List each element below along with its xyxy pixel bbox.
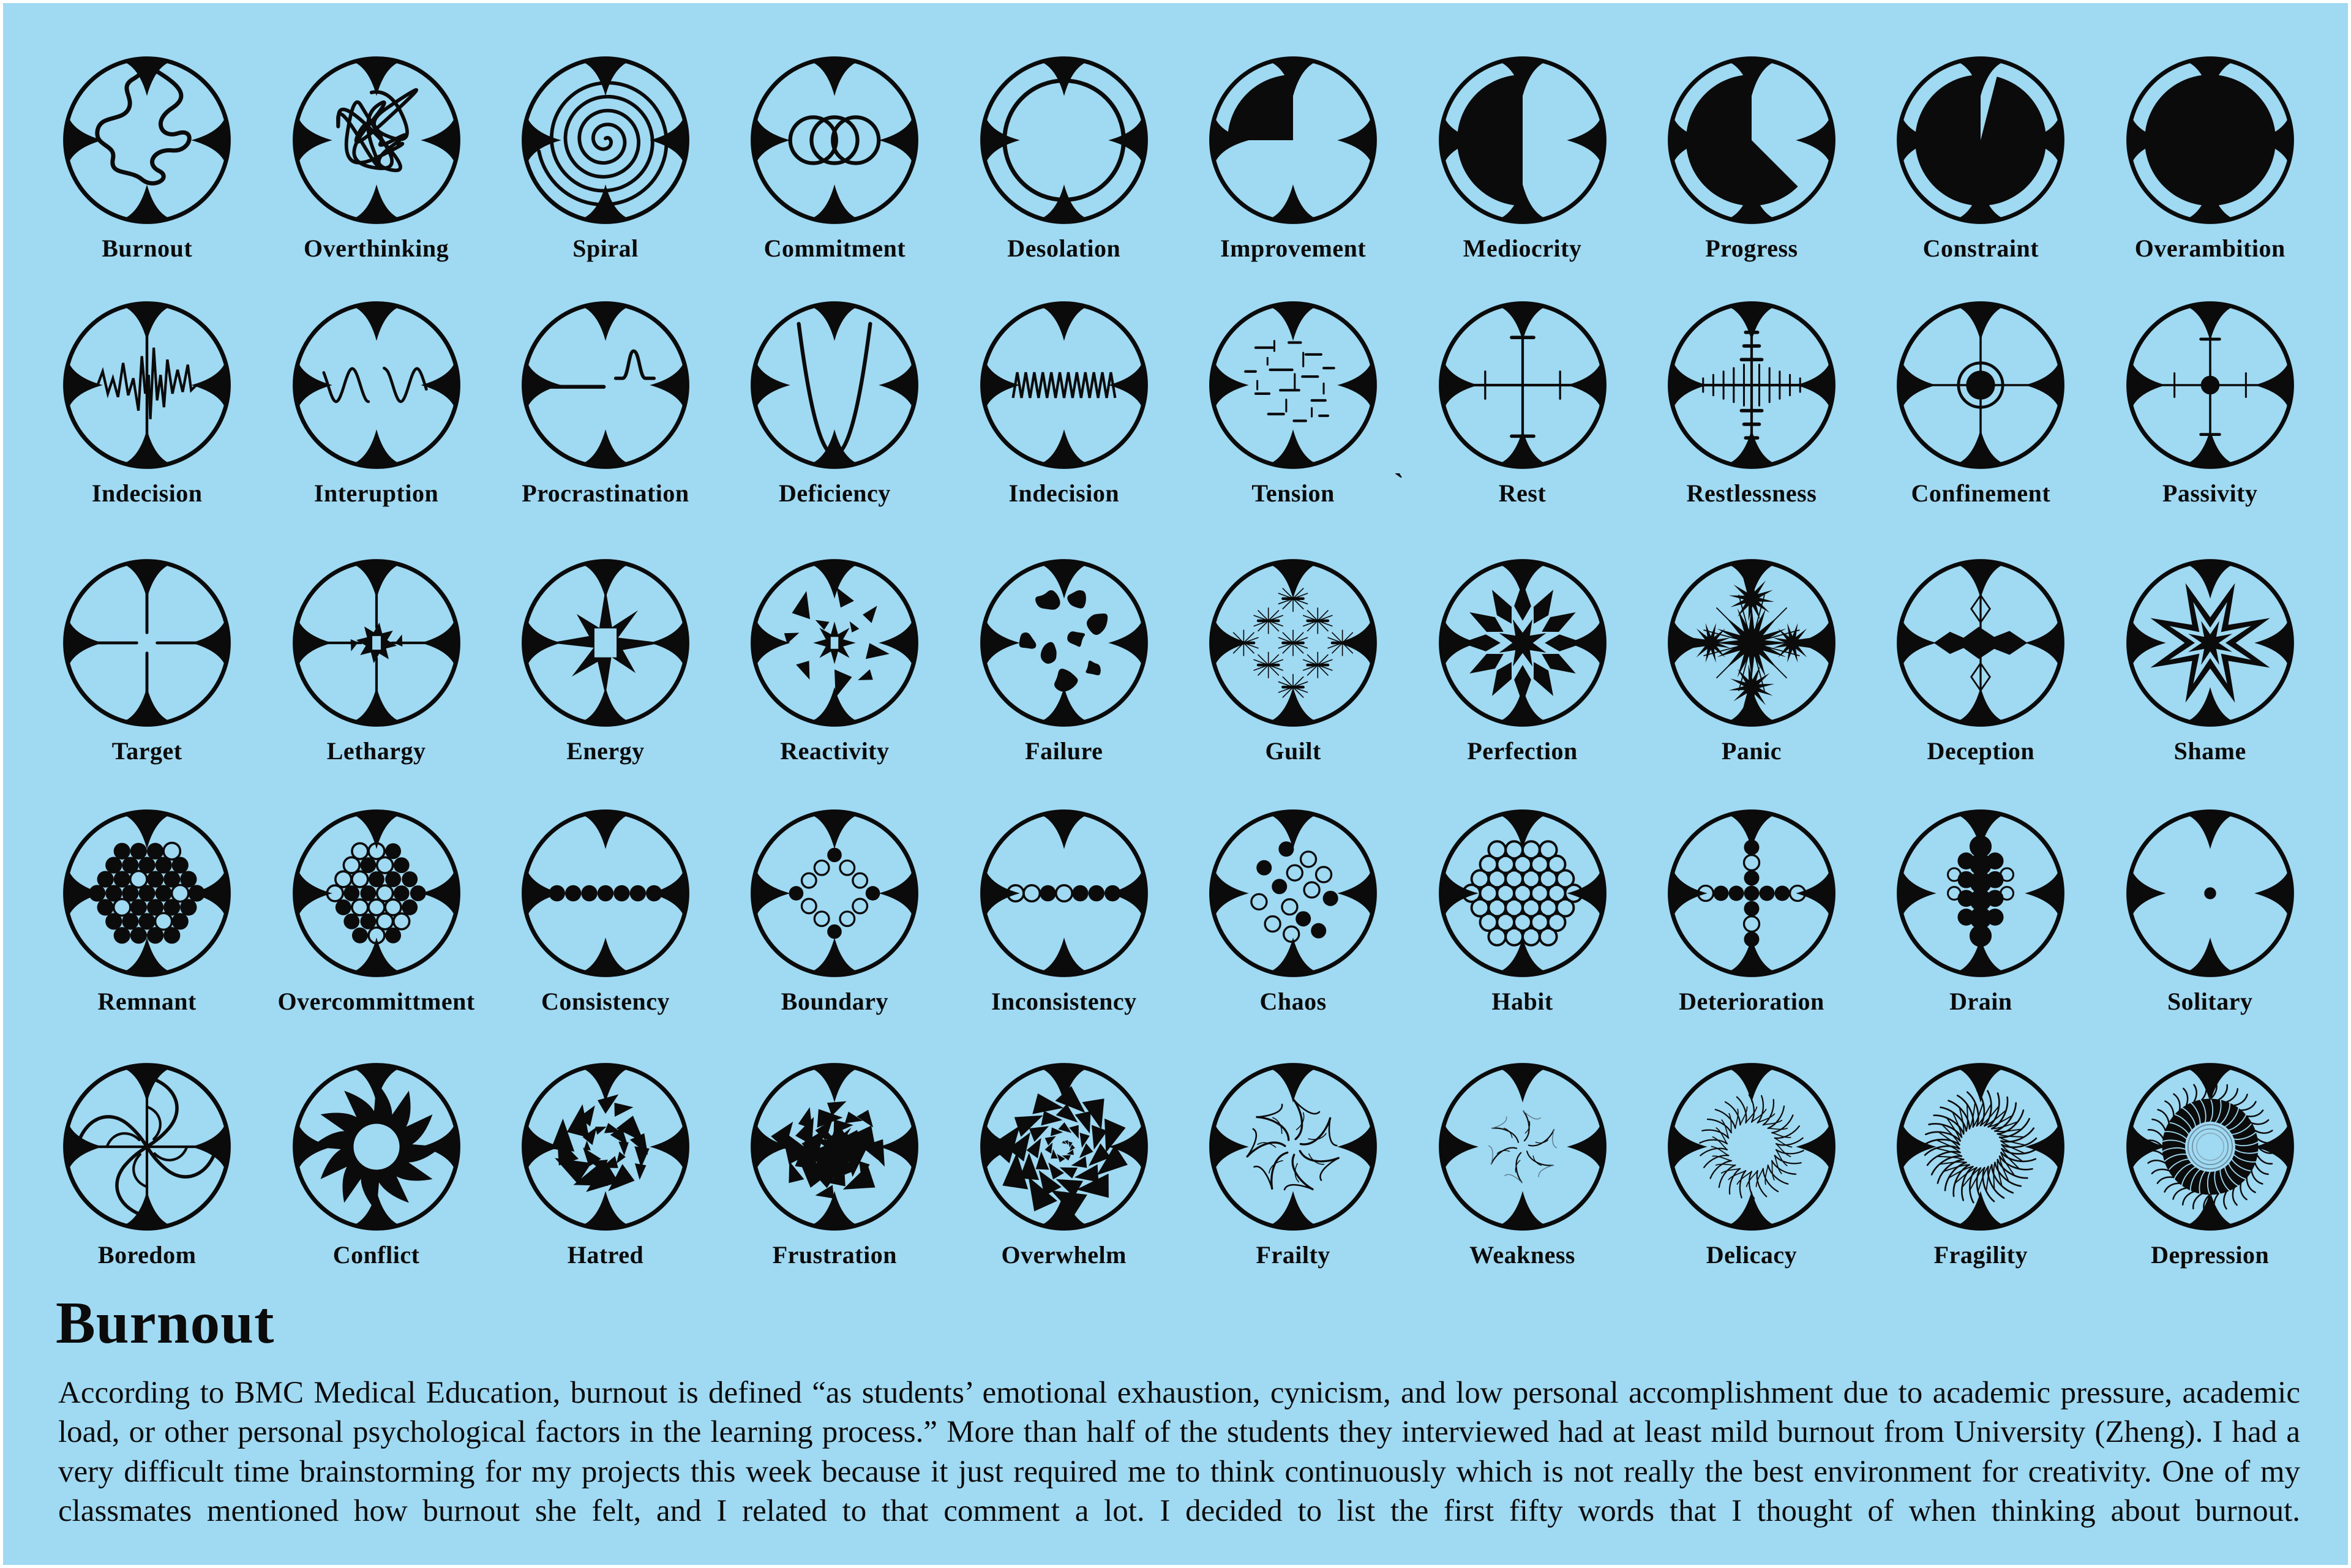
symbol-cell bbox=[720, 300, 949, 508]
symbol-cell bbox=[720, 808, 949, 1016]
symbol-cell bbox=[950, 558, 1179, 765]
symbol-label: Deterioration bbox=[1679, 988, 1824, 1015]
symbol-cell bbox=[1179, 1062, 1408, 1269]
symbol-cell bbox=[1637, 1062, 1866, 1269]
symbol-cell bbox=[950, 55, 1179, 263]
symbol-label: Mediocrity bbox=[1463, 234, 1582, 262]
symbol-row bbox=[32, 558, 2325, 765]
dot-row-icon bbox=[520, 808, 691, 978]
symbol-cell bbox=[491, 1062, 720, 1269]
symbol-label: Boundary bbox=[781, 988, 888, 1015]
symbol-cell bbox=[2096, 558, 2325, 765]
symbol-label: Hatred bbox=[567, 1241, 644, 1269]
symbol-label: Boredom bbox=[97, 1241, 197, 1269]
shattered-core-icon bbox=[749, 558, 920, 728]
symbol-label: Perfection bbox=[1467, 737, 1578, 765]
symbol-cell bbox=[2096, 55, 2325, 263]
symbol-label: Restlessness bbox=[1686, 479, 1817, 507]
symbol-label: Fragility bbox=[1933, 1241, 2028, 1269]
symbol-cell bbox=[32, 55, 261, 263]
symbol-cell bbox=[491, 55, 720, 263]
symbol-cell bbox=[32, 300, 261, 508]
symbol-cell bbox=[1866, 55, 2095, 263]
symbol-cell bbox=[720, 558, 949, 765]
symbol-label: Desolation bbox=[1007, 234, 1121, 262]
symbol-label: Inconsistency bbox=[991, 988, 1137, 1015]
feathered-ring-icon bbox=[2125, 1062, 2295, 1232]
symbol-label: Consistency bbox=[541, 988, 670, 1015]
spiky-bowtie-icon bbox=[1895, 558, 2066, 728]
symbol-label: Deception bbox=[1927, 737, 2035, 765]
page-title: Burnout bbox=[56, 1290, 275, 1356]
symbol-label: Drain bbox=[1949, 988, 2012, 1015]
curl-pinwheel-icon bbox=[62, 1062, 232, 1232]
symbol-cell bbox=[261, 55, 490, 263]
symbol-cell bbox=[261, 300, 490, 508]
symbol-label: Habit bbox=[1491, 988, 1553, 1015]
dot-diamond-icon bbox=[749, 808, 920, 978]
symbol-cell bbox=[1866, 558, 2095, 765]
symbol-cell bbox=[491, 808, 720, 1016]
symbol-label: Rest bbox=[1498, 479, 1547, 507]
dot-hex-mixed-icon bbox=[291, 808, 462, 978]
symbol-cell bbox=[720, 55, 949, 263]
symbol-cell bbox=[491, 558, 720, 765]
symbol-cell bbox=[2096, 1062, 2325, 1269]
body-paragraph: According to BMC Medical Education, burnout is defined “as students’ emotional exhaustion, cynicism, and low personal accomplishment due to academic pressure, academic load, or other personal psychological factors in the learning process.” More than half of the students they interviewed had at least mild burnout from University (Zheng). I had a very difficult time brainstorming for my projects this week because it just required me to think continuously which is not really the best environment for creativity. One of my classmates mentioned how burnout she felt, and I related to that comment a lot. I decided to list the first fifty words that I thought of when thinking about burnout. bbox=[58, 1376, 2300, 1528]
symbol-label: Burnout bbox=[102, 234, 193, 262]
symbol-label: Overambition bbox=[2134, 234, 2285, 262]
spiral-icon bbox=[520, 55, 691, 225]
cross-gap-icon bbox=[62, 558, 232, 728]
squiggle-line-icon bbox=[62, 55, 232, 225]
dot-column-cluster-icon bbox=[1895, 808, 2066, 978]
symbol-label: Indecision bbox=[91, 479, 203, 507]
symbol-label: Solitary bbox=[2167, 988, 2253, 1015]
wisp-arms-icon bbox=[1208, 1062, 1378, 1232]
empty-ring-icon bbox=[979, 55, 1149, 225]
symbol-cell bbox=[1637, 558, 1866, 765]
symbol-cell bbox=[1408, 558, 1637, 765]
deep-valley-icon bbox=[749, 300, 920, 470]
stray-backtick: ` bbox=[1394, 468, 1404, 500]
pie-96-icon bbox=[1895, 55, 2066, 225]
symbol-label: Chaos bbox=[1259, 988, 1327, 1015]
pie-100-icon bbox=[2125, 55, 2295, 225]
symbol-label: Conflict bbox=[332, 1241, 420, 1269]
symbol-label: Delicacy bbox=[1706, 1241, 1798, 1269]
barb-ring-icon bbox=[1895, 1062, 2066, 1232]
symbol-cell bbox=[261, 558, 490, 765]
symbol-label: Spiral bbox=[572, 234, 639, 262]
symbol-cell bbox=[2096, 808, 2325, 1016]
symbol-label: Weakness bbox=[1469, 1241, 1575, 1269]
flatline-bump-icon bbox=[520, 300, 691, 470]
symbol-label: Tension bbox=[1251, 479, 1335, 507]
pie-63-icon bbox=[1667, 55, 1837, 225]
symbol-label: Overwhelm bbox=[1001, 1241, 1127, 1269]
crosshair-dot-icon bbox=[2125, 300, 2295, 470]
symbol-cell bbox=[32, 558, 261, 765]
symbol-label: Failure bbox=[1025, 737, 1103, 765]
symbol-cell bbox=[1179, 808, 1408, 1016]
symbol-row bbox=[32, 55, 2325, 263]
symbol-label: Overthinking bbox=[304, 234, 449, 262]
symbol-cell bbox=[1408, 300, 1637, 508]
cross-jagged-core-icon bbox=[291, 558, 462, 728]
symbol-cell bbox=[491, 300, 720, 508]
crosshair-ticks-icon bbox=[1438, 300, 1608, 470]
asterisk-lattice-icon bbox=[1208, 558, 1378, 728]
symbol-label: Overcommittment bbox=[277, 988, 475, 1015]
symbol-label: Constraint bbox=[1922, 234, 2039, 262]
star-cluster-icon bbox=[1667, 558, 1837, 728]
dot-cluster-filled-icon bbox=[62, 808, 232, 978]
layered-star-12-icon bbox=[1438, 558, 1608, 728]
layered-star-8-icon bbox=[2125, 558, 2295, 728]
symbol-row bbox=[32, 808, 2325, 1016]
sine-wave-gap-icon bbox=[291, 300, 462, 470]
symbol-cell bbox=[950, 1062, 1179, 1269]
symbol-row bbox=[32, 300, 2325, 508]
symbol-cell bbox=[1866, 1062, 2095, 1269]
symbol-label: Shame bbox=[2173, 737, 2246, 765]
crosshair-ring-dot-icon bbox=[1895, 300, 2066, 470]
symbol-label: Panic bbox=[1721, 737, 1782, 765]
shard-vortex-icon bbox=[979, 1062, 1149, 1232]
symbol-cell bbox=[1179, 558, 1408, 765]
shard-mass-icon bbox=[749, 1062, 920, 1232]
symbol-label: Confinement bbox=[1911, 479, 2051, 507]
fine-barb-ring-icon bbox=[1667, 1062, 1837, 1232]
symbol-label: Lethargy bbox=[326, 737, 426, 765]
symbol-cell bbox=[261, 1062, 490, 1269]
symbol-label: Commitment bbox=[763, 234, 906, 262]
symbol-cell bbox=[32, 808, 261, 1016]
symbol-label: Frustration bbox=[772, 1241, 897, 1269]
seismograph-icon bbox=[62, 300, 232, 470]
dense-reticle-icon bbox=[1667, 300, 1837, 470]
symbol-label: Guilt bbox=[1265, 737, 1321, 765]
linked-rings-icon bbox=[749, 55, 920, 225]
dot-scatter-icon bbox=[1208, 808, 1378, 978]
symbol-label: Target bbox=[111, 737, 182, 765]
symbol-label: Remnant bbox=[97, 988, 197, 1015]
symbol-cell bbox=[1866, 300, 2095, 508]
shard-swirl-icon bbox=[520, 1062, 691, 1232]
single-dot-icon bbox=[2125, 808, 2295, 978]
scattered-dashes-icon bbox=[1208, 300, 1378, 470]
zigzag-wave-icon bbox=[979, 300, 1149, 470]
symbol-label: Progress bbox=[1705, 234, 1798, 262]
symbol-cell bbox=[1637, 808, 1866, 1016]
pie-50-icon bbox=[1438, 55, 1608, 225]
symbol-cell bbox=[1408, 808, 1637, 1016]
symbol-cell bbox=[1179, 300, 1408, 508]
symbol-cell bbox=[720, 1062, 949, 1269]
jagged-pinwheel-icon bbox=[520, 558, 691, 728]
symbol-row bbox=[32, 1062, 2325, 1269]
dot-cross-icon bbox=[1667, 808, 1837, 978]
symbol-label: Indecision bbox=[1008, 479, 1120, 507]
symbol-cell bbox=[1408, 1062, 1637, 1269]
symbol-label: Passivity bbox=[2162, 479, 2258, 507]
dot-hex-outline-icon bbox=[1438, 808, 1608, 978]
symbol-label: Depression bbox=[2151, 1241, 2270, 1269]
symbol-label: Frailty bbox=[1256, 1241, 1330, 1269]
symbol-cell bbox=[950, 808, 1179, 1016]
symbol-cell bbox=[1637, 55, 1866, 263]
symbol-label: Improvement bbox=[1220, 234, 1367, 262]
saw-swirl-icon bbox=[291, 1062, 462, 1232]
pie-25-icon bbox=[1208, 55, 1378, 225]
dot-row-mixed-icon bbox=[979, 808, 1149, 978]
symbol-cell bbox=[1408, 55, 1637, 263]
symbol-label: Energy bbox=[566, 737, 645, 765]
symbol-cell bbox=[261, 808, 490, 1016]
symbol-cell bbox=[1179, 55, 1408, 263]
symbol-cell bbox=[2096, 300, 2325, 508]
ink-blobs-icon bbox=[979, 558, 1149, 728]
symbol-cell bbox=[32, 1062, 261, 1269]
symbol-cell bbox=[950, 300, 1179, 508]
faint-wisps-icon bbox=[1438, 1062, 1608, 1232]
scribble-tangle-icon bbox=[291, 55, 462, 225]
symbol-label: Deficiency bbox=[779, 479, 891, 507]
symbol-label: Procrastination bbox=[522, 479, 689, 507]
symbol-cell bbox=[1637, 300, 1866, 508]
symbol-cell bbox=[1866, 808, 2095, 1016]
symbol-label: Interuption bbox=[313, 479, 439, 507]
symbol-label: Reactivity bbox=[780, 737, 890, 765]
